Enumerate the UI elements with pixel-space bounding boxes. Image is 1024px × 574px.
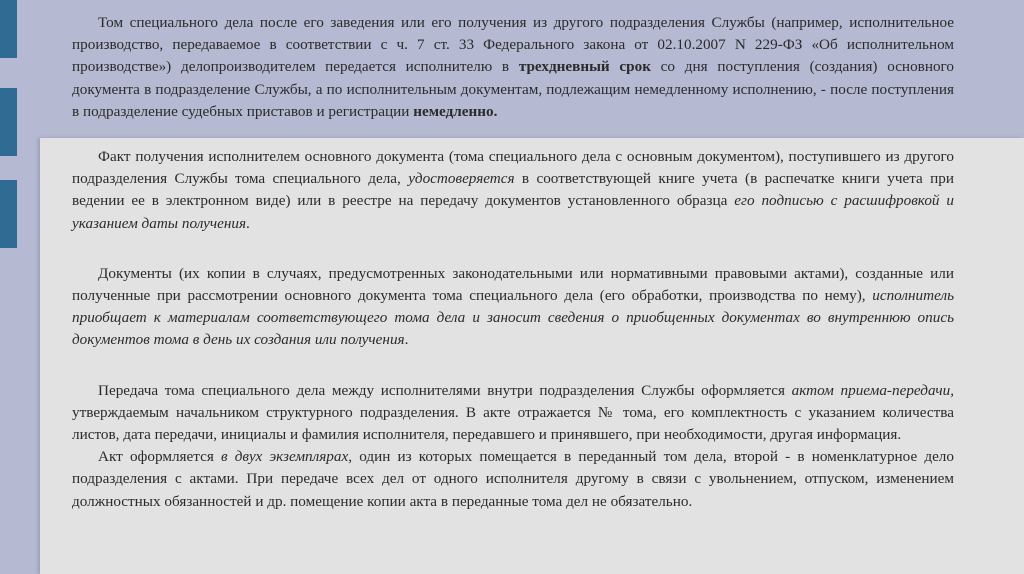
accent-bar-middle (0, 88, 17, 156)
intro-bold-immediately: немедленно. (413, 102, 498, 120)
intro-text-1: Том специального дела после его заведения или его получения из другого подразделения Службы (например, исполнительное производство, передаваемое в соответствии с ч. 7 ст. 33 Федерального закона от 02.10.2007 N 229-ФЗ «Об исполнительном производстве») делопроизводителем передается исполнителю в (72, 14, 954, 76)
paragraph-act-text-2: , один из которых помещается в переданный том дела, второй - в номенклатурное дело подразделения с актами. При передаче всех дел от одного исполнителя другому в связи с увольнением, отпуском, изменением должностных обязанностей и др. помещение копии акта в переданные тома дел не обязательно. (72, 448, 954, 510)
paragraph-transfer (72, 380, 954, 447)
paragraph-transfer-text-1: Передача тома специального дела между исполнителями внутри подразделения Службы оформляется (98, 381, 792, 399)
paragraph-documents-text-2: . (404, 331, 409, 349)
paragraph-receipt-text-1: Факт получения исполнителем основного документа (тома специального дела с основным документом), поступившего из другого подразделения Службы тома специального дела, (72, 148, 954, 188)
intro-paragraph (72, 12, 954, 123)
paragraph-receipt-text-3: . (246, 214, 250, 232)
top-paragraph (72, 12, 954, 123)
paragraph-receipt-italic-2: его подписью с расшифровкой и указанием даты получения (72, 192, 955, 232)
accent-bar-bottom (0, 180, 17, 248)
paragraph-act-italic: в двух экземплярах (220, 448, 349, 466)
paragraph-receipt (72, 146, 954, 235)
main-text (72, 146, 954, 513)
intro-text-2: со дня поступления (создания) основного документа в подразделение Службы, а по исполнительным документам, подлежащим немедленному исполнению, - после поступления в подразделение судебных приставов и регистрации (72, 58, 954, 120)
paragraph-receipt-italic-1: удостоверяется (408, 170, 515, 188)
paragraph-act (72, 446, 954, 513)
paragraph-act-text-1: Акт оформляется (98, 448, 221, 466)
paragraph-receipt-text-2: в соответствующей книге учета (в распечатке книги учета при ведении ее в электронном виде) или в реестре на передачу документов установленного образца (72, 170, 954, 210)
spacer (72, 352, 954, 380)
spacer (72, 235, 954, 263)
intro-bold-deadline: трехдневный срок (518, 58, 651, 76)
paragraph-transfer-text-2: , утверждаемым начальником структурного подразделения. В акте отражается № тома, его комплектность с указанием количества листов, дата передачи, инициалы и фамилия исполнителя, передавшего и принявшего, при необходимости, другая информация. (72, 381, 954, 444)
accent-bar-top (0, 0, 17, 58)
paragraph-documents-text-1: Документы (их копии в случаях, предусмотренных законодательными или нормативными правовыми актами), созданные или полученные при рассмотрении основного документа тома специального дела (его обработки, производства по нему), (72, 264, 954, 305)
paragraph-documents-italic: исполнитель приобщает к материалам соответствующего тома дела и заносит сведения о приобщенных документах во внутреннюю опись документов тома в день их создания или получения (72, 287, 954, 349)
paragraph-transfer-italic: актом приема-передачи (791, 381, 951, 399)
paragraph-documents (72, 263, 954, 352)
